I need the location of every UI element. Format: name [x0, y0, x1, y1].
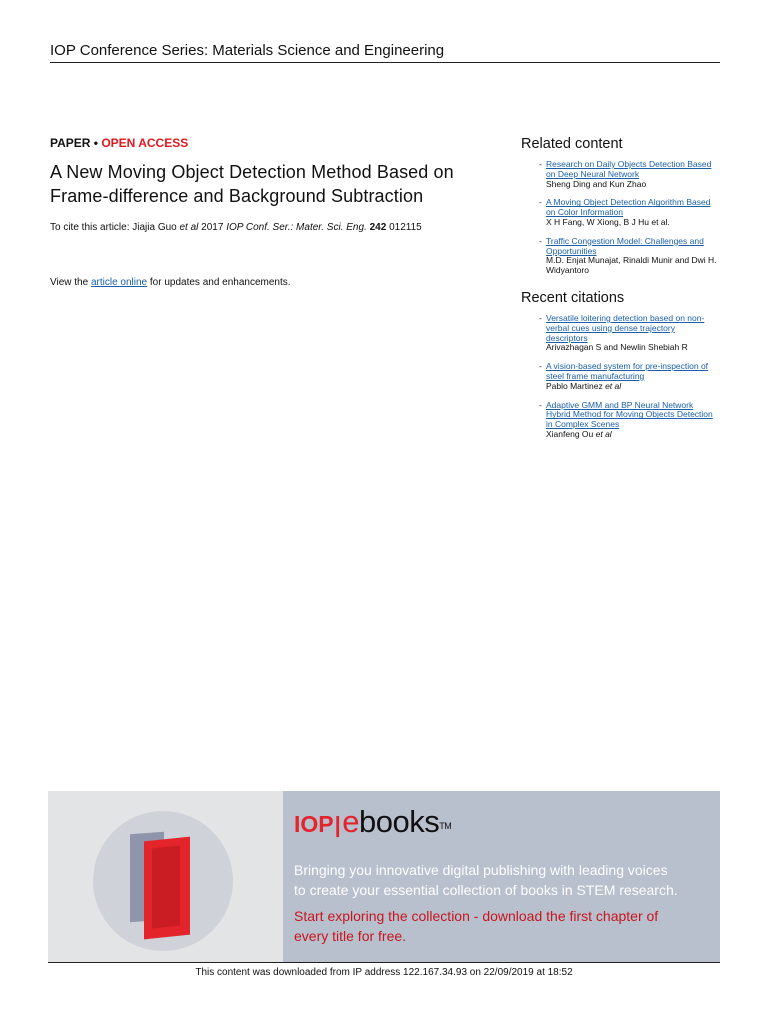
article-title: [50, 160, 520, 208]
citation-authors-text: Arivazhagan S and Newlin Shebiah R: [546, 342, 688, 353]
related-item-authors: M.D. Enjat Munajat, Rinaldi Munir and Dwi H. Widyantoro: [546, 255, 717, 276]
cite-number: 012115: [386, 222, 422, 233]
logo-trademark: TM: [439, 821, 452, 831]
related-content-heading: Related content: [521, 136, 623, 152]
citation-item: [521, 314, 718, 353]
bullet-dash: -: [539, 159, 542, 169]
article-info: [50, 136, 520, 288]
citation-item-link[interactable]: A vision-based system for pre-inspection of steel frame manufacturing: [546, 361, 709, 381]
article-online-link[interactable]: article online: [90, 277, 148, 288]
cite-etal: et al: [179, 222, 199, 233]
related-item-authors: X H Fang, W Xiong, B J Hu et al.: [546, 216, 670, 227]
cta-line-2: every title for free.: [294, 928, 407, 944]
related-item-link[interactable]: Research on Daily Objects Detection Based on Deep Neural Network: [546, 159, 712, 179]
logo-books: books: [359, 804, 440, 839]
citation-etal: et al: [605, 380, 622, 391]
citation-item-authors: [546, 430, 718, 440]
logo-iop: IOP: [294, 811, 334, 837]
related-item: [521, 198, 718, 227]
article-type-line: [50, 136, 520, 150]
citation-item-authors: [546, 382, 718, 392]
sidebar: [521, 136, 721, 449]
citation-authors-text: Pablo Martinez: [546, 380, 606, 391]
title-line-2: Frame-difference and Background Subtraction: [50, 186, 424, 206]
citation-authors-text: Xianfeng Ou: [546, 428, 596, 439]
banner-call-to-action[interactable]: [294, 906, 714, 946]
bullet-dash: -: [539, 235, 542, 246]
cite-journal: IOP Conf. Ser.: Mater. Sci. Eng.: [226, 222, 367, 233]
ebooks-banner[interactable]: [48, 791, 720, 962]
banner-promo-text: [294, 860, 714, 900]
cite-prefix: To cite this article: Jiajia Guo: [50, 222, 180, 233]
related-item-authors: Sheng Ding and Kun Zhao: [546, 178, 647, 189]
banner-text: [294, 805, 714, 946]
download-footer: This content was downloaded from IP address 122.167.34.93 on 22/09/2019 at 18:52: [48, 962, 720, 978]
citation-etal: et al: [595, 428, 612, 439]
recent-citations-heading: Recent citations: [521, 289, 625, 306]
book-spine-graphic: [152, 846, 180, 929]
journal-name: IOP Conference Series: Materials Science and Engineering: [50, 42, 720, 63]
bullet-dash: -: [539, 399, 542, 410]
logo-separator: |: [334, 812, 341, 837]
paper-label: PAPER: [50, 136, 91, 150]
title-line-1: A New Moving Object Detection Method Based on: [50, 162, 454, 182]
cite-year: 2017: [198, 222, 227, 233]
related-item: [521, 160, 718, 189]
bullet-dash: -: [539, 361, 542, 372]
citation-item-link[interactable]: Versatile loitering detection based on non-verbal cues using dense trajectory descriptors: [546, 312, 705, 343]
citation-item: [521, 362, 718, 391]
related-item-link[interactable]: A Moving Object Detection Algorithm Based on Color Information: [546, 197, 711, 218]
related-item: [521, 237, 718, 276]
iop-ebooks-logo: [294, 805, 714, 842]
related-item-link[interactable]: Traffic Congestion Model: Challenges and Opportunities: [546, 235, 704, 256]
cite-volume: 242: [366, 222, 387, 233]
banner-graphic-panel: [48, 791, 283, 962]
view-online-line: [50, 277, 520, 288]
citation: [50, 222, 520, 233]
citation-item-link[interactable]: Adaptive GMM and BP Neural Network Hybrid Method for Moving Objects Detection in Complex Scenes: [546, 399, 713, 430]
view-suffix: for updates and enhancements.: [147, 277, 291, 288]
open-access-label: OPEN ACCESS: [101, 136, 189, 150]
logo-e: e: [342, 804, 360, 839]
citation-item-authors: [546, 343, 718, 353]
citation-item: [521, 401, 718, 440]
promo-line-1: Bringing you innovative digital publishing with leading voices: [294, 862, 668, 878]
cta-line-1: Start exploring the collection - download the first chapter of: [294, 908, 659, 924]
promo-line-2: to create your essential collection of books in STEM research.: [294, 882, 678, 898]
view-prefix: View the: [50, 277, 91, 288]
bullet-dash: -: [539, 312, 542, 323]
bullet-dash: -: [539, 197, 542, 208]
separator: •: [90, 136, 102, 150]
